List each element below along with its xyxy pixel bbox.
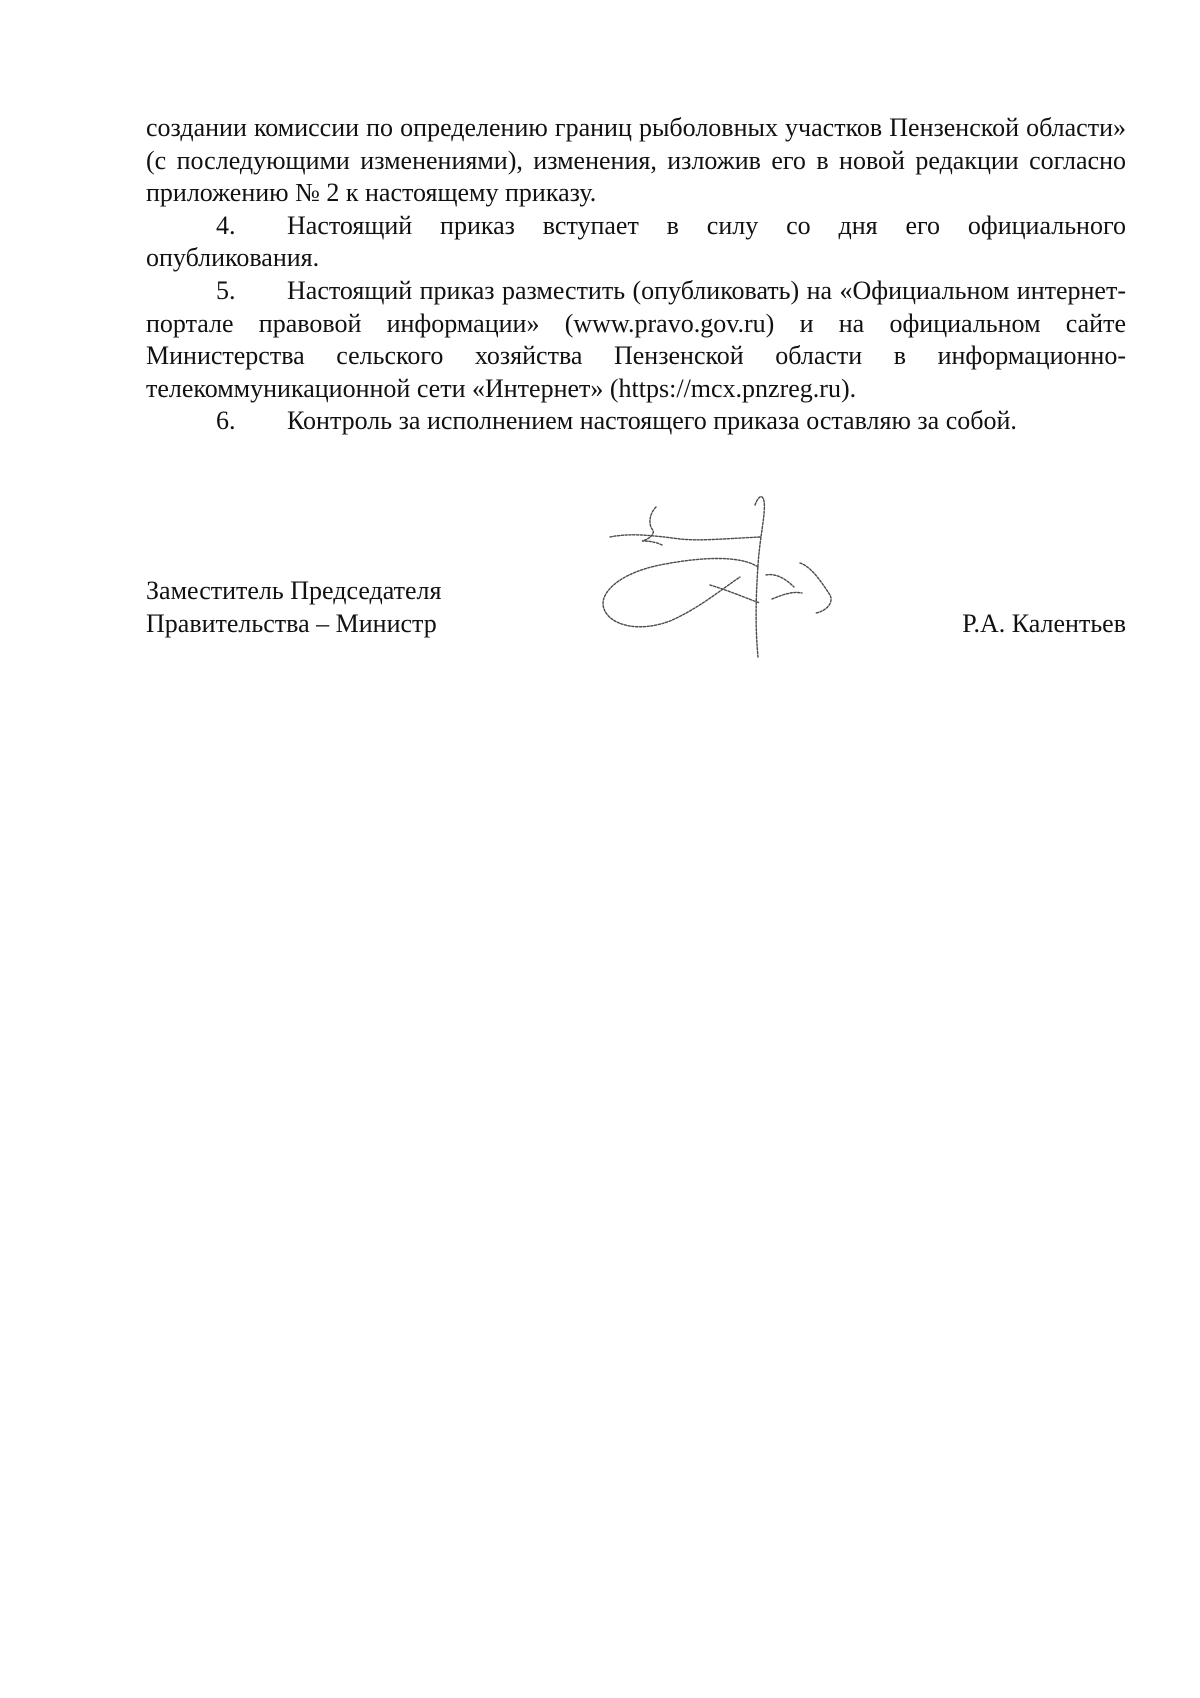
paragraph-text: Настоящий приказ вступает в силу со дня его официального опубликования. [146, 210, 1126, 273]
paragraph-number: 5. [216, 275, 236, 305]
paragraph-number: 6. [216, 406, 236, 436]
paragraph-number: 4. [216, 210, 236, 240]
paragraph-item-5 [146, 275, 1126, 405]
signer-name: Р.А. Калентьев [962, 608, 1126, 638]
paragraph-text: Настоящий приказ разместить (опубликовать) на «Официальном интернет-портале правовой информации» (www.pravo.gov.ru) и на официальном сайте Министерства сельского хозяйства Пензенской области в информационно-телекоммуникационной сети «Интернет» (https://mcx.pnzreg.ru). [146, 275, 1126, 403]
paragraph-item-6 [146, 405, 1126, 438]
paragraph-text: создании комиссии по определению границ рыболовных участков Пензенской области» (с последующими изменениями), изменения, изложив его в новой редакции согласно приложению № 2 к настоящему приказу. [146, 113, 1126, 208]
signer-position [146, 575, 546, 640]
paragraph-item-4 [146, 210, 1126, 275]
paragraph-text: Контроль за исполнением настоящего приказа оставляю за собой. [287, 406, 1017, 436]
signer-position-line-2: Правительства – Министр [146, 608, 437, 638]
signer-position-line-1: Заместитель Председателя [146, 576, 442, 605]
handwritten-signature-icon [590, 495, 850, 670]
paragraph-continuation [146, 112, 1126, 210]
document-body [146, 112, 1126, 438]
